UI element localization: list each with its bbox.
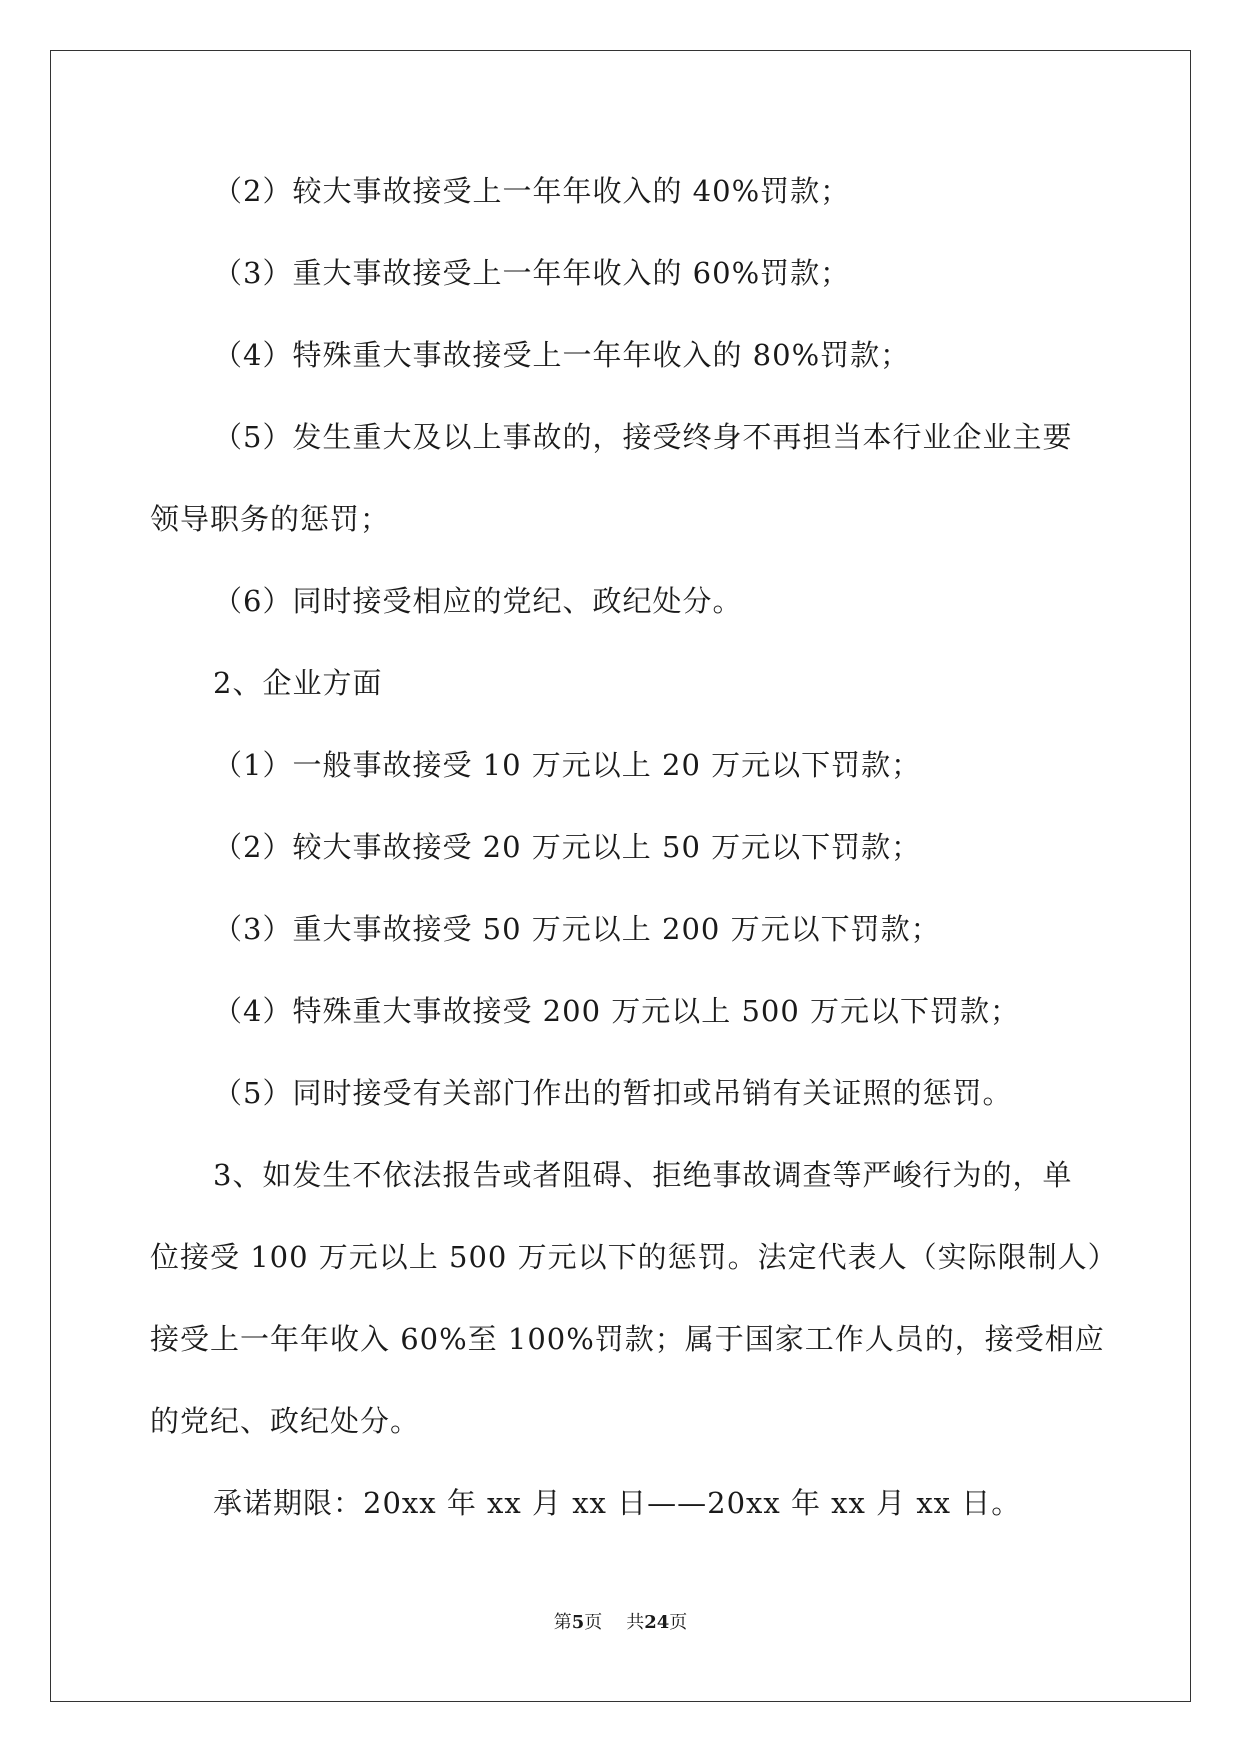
paragraph-line: （2）较大事故接受 20 万元以上 50 万元以下罚款； [213, 830, 922, 864]
paragraph-line: （3）重大事故接受 50 万元以上 200 万元以下罚款； [213, 912, 941, 946]
paragraph-line: 接受上一年年收入 60%至 100%罚款；属于国家工作人员的，接受相应 [150, 1322, 1105, 1356]
commitment-period: 承诺期限：20xx 年 xx 月 xx 日——20xx 年 xx 月 xx 日。 [213, 1486, 1022, 1520]
paragraph-line: （3）重大事故接受上一年年收入的 60%罚款； [213, 256, 851, 290]
page-footer [0, 1611, 1241, 1635]
page-suffix: 页 [584, 1612, 603, 1633]
paragraph-line: （5）同时接受有关部门作出的暂扣或吊销有关证照的惩罚。 [213, 1076, 1013, 1110]
page-border [50, 50, 1191, 1702]
paragraph-line: （5）发生重大及以上事故的，接受终身不再担当本行业企业主要 [213, 420, 1073, 454]
total-pages: 24 [644, 1612, 670, 1633]
section-heading: 2、企业方面 [213, 666, 383, 700]
paragraph-line: 领导职务的惩罚； [150, 502, 391, 536]
total-suffix: 页 [669, 1612, 688, 1633]
paragraph-line: （1）一般事故接受 10 万元以上 20 万元以下罚款； [213, 748, 922, 782]
paragraph-line: （2）较大事故接受上一年年收入的 40%罚款； [213, 174, 851, 208]
paragraph-line: 的党纪、政纪处分。 [150, 1404, 421, 1438]
page-number: 5 [571, 1612, 585, 1633]
paragraph-line: 位接受 100 万元以上 500 万元以下的惩罚。法定代表人（实际限制人） [150, 1240, 1118, 1274]
paragraph-line: 3、如发生不依法报告或者阻碍、拒绝事故调查等严峻行为的，单 [213, 1158, 1073, 1192]
page-prefix: 第 [553, 1612, 572, 1633]
paragraph-line: （4）特殊重大事故接受 200 万元以上 500 万元以下罚款； [213, 994, 1021, 1028]
paragraph-line: （6）同时接受相应的党纪、政纪处分。 [213, 584, 743, 618]
paragraph-line: （4）特殊重大事故接受上一年年收入的 80%罚款； [213, 338, 911, 372]
total-prefix: 共 [626, 1612, 645, 1633]
